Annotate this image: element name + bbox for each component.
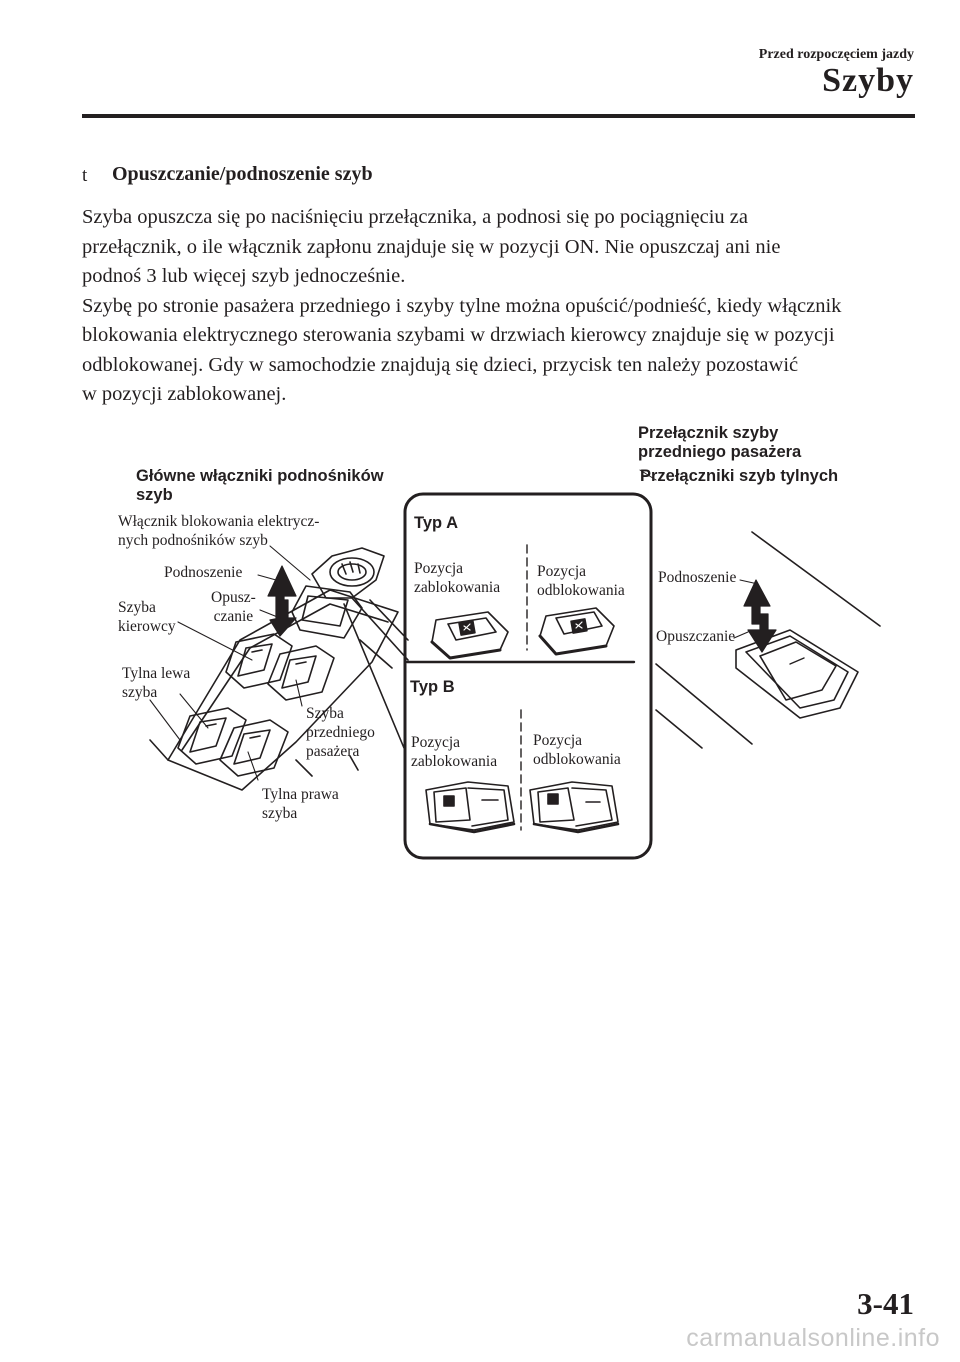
page-title: Szyby — [822, 62, 914, 99]
front-passenger-window-label: Szyba przedniego pasażera — [306, 705, 375, 760]
raise-label-right: Podnoszenie — [658, 569, 737, 586]
paragraph-1: Szyba opuszcza się po naciśnięciu przełącznika, a podnosi się po pociągnięciu za przełącznik, o ile włącznik zapłonu znajduje się w pozycji ON. Nie opuszczaj ani nie podnoś 3 lub więcej szyb jednocześnie. — [82, 206, 781, 287]
rear-right-window-label: Tylna prawa szyba — [262, 786, 339, 822]
page-number: 3-41 — [857, 1286, 914, 1321]
unlocked-position-b-label: Pozycja odblokowania — [533, 732, 621, 768]
type-a-locked-button — [432, 612, 508, 658]
driver-window-label: Szyba kierowcy — [118, 599, 176, 635]
type-b-label: Typ B — [410, 678, 455, 696]
lower-label-left: Opusz- czanie — [211, 589, 256, 625]
up-down-arrow-right-icon — [744, 580, 776, 652]
paragraph-2: Szybę po stronie pasażera przedniego i szyby tylne można opuścić/podnieść, kiedy włącznik blokowania elektrycznego sterowania szybami w drzwiach kierowcy znajduje się w pozycji odblokowanej. Gdy w samochodzie znajdują się dzieci, przycisk ten należy pozostawić w pozycji zablokowanej. — [82, 294, 842, 405]
section-title: Opuszczanie/podnoszenie szyb — [112, 163, 373, 185]
header-section: Przed rozpoczęciem jazdy — [758, 47, 914, 62]
type-a-unlocked-button — [540, 608, 614, 654]
section-bullet-icon: t — [82, 165, 88, 186]
unlocked-position-a-label: Pozycja odblokowania — [537, 563, 625, 599]
lower-label-right: Opuszczanie — [656, 628, 736, 645]
locked-position-b-label: Pozycja zablokowania — [411, 734, 498, 770]
locked-position-a-label: Pozycja zablokowania — [414, 560, 501, 596]
watermark: carmanualsonline.info — [686, 1324, 940, 1352]
rear-left-window-label: Tylna lewa szyba — [122, 665, 191, 701]
main-switches-label: Główne włączniki podnośników szyb — [136, 467, 384, 504]
raise-label-left: Podnoszenie — [164, 564, 243, 581]
rear-switches-label: Przełączniki szyb tylnych — [640, 467, 839, 485]
passenger-switch-label: Przełącznik szyby przedniego pasażera — [638, 424, 802, 461]
type-a-label: Typ A — [414, 514, 458, 532]
type-b-unlocked-button — [530, 782, 618, 832]
type-b-locked-button — [426, 782, 514, 832]
lock-switch-label: Włącznik blokowania elektrycz- nych podnośników szyb — [118, 513, 320, 549]
